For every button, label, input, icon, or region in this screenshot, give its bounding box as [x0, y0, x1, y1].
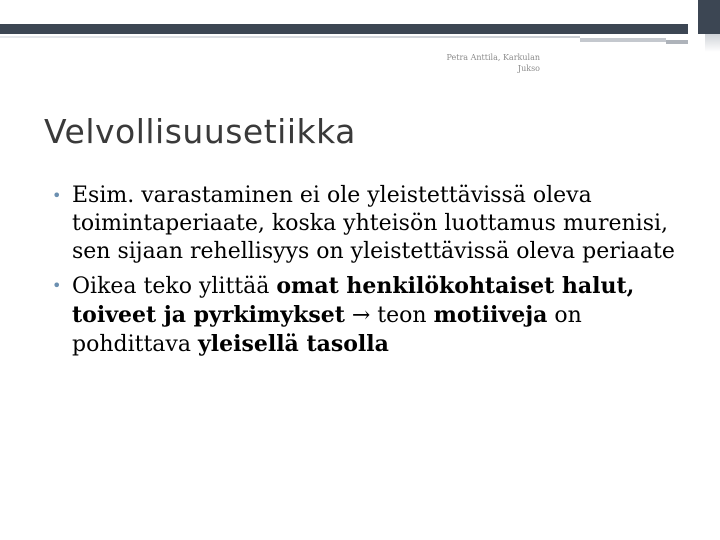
top-decor-bar: [0, 24, 688, 34]
slide-title: Velvollisuusetiikka: [44, 112, 356, 151]
bullet-marker: •: [52, 276, 62, 295]
top-band: [0, 0, 720, 24]
bullet-item: [52, 182, 702, 266]
bullet-text-part: [345, 303, 352, 328]
bullet-text: Esim. varastaminen ei ole yleistettävissä oleva toimintaperiaate, koska yhteisön luottamus murenisi, sen sijaan rehellisyys on yleistettävissä oleva periaate: [72, 183, 675, 264]
bullet-item: [52, 272, 702, 359]
header-note: [420, 52, 540, 74]
arrow-icon: →: [351, 303, 371, 328]
top-decor-line: [0, 36, 580, 38]
top-decor-right-block: [698, 0, 720, 34]
header-note-line: Petra Anttila, Karkulan: [446, 53, 540, 62]
bullet-text-part: on pohdittava: [72, 303, 582, 357]
bullet-text-part: teon: [370, 303, 434, 328]
bullet-text-emphasis: omat henkilökohtaiset halut, toiveet ja pyrkimykset: [72, 273, 635, 328]
bullet-text-emphasis: yleisellä tasolla: [197, 331, 389, 357]
bullet-text-emphasis: motiiveja: [433, 302, 548, 328]
bullet-marker: •: [52, 186, 62, 205]
top-decor-line: [580, 38, 666, 42]
right-decor-accent: [705, 34, 720, 52]
header-note-line: Jukso: [517, 64, 540, 73]
bullet-list: [52, 182, 702, 365]
top-decor-line: [666, 40, 688, 44]
bullet-text-part: Oikea teko ylittää: [72, 274, 277, 299]
top-decor-gap: [688, 0, 698, 34]
